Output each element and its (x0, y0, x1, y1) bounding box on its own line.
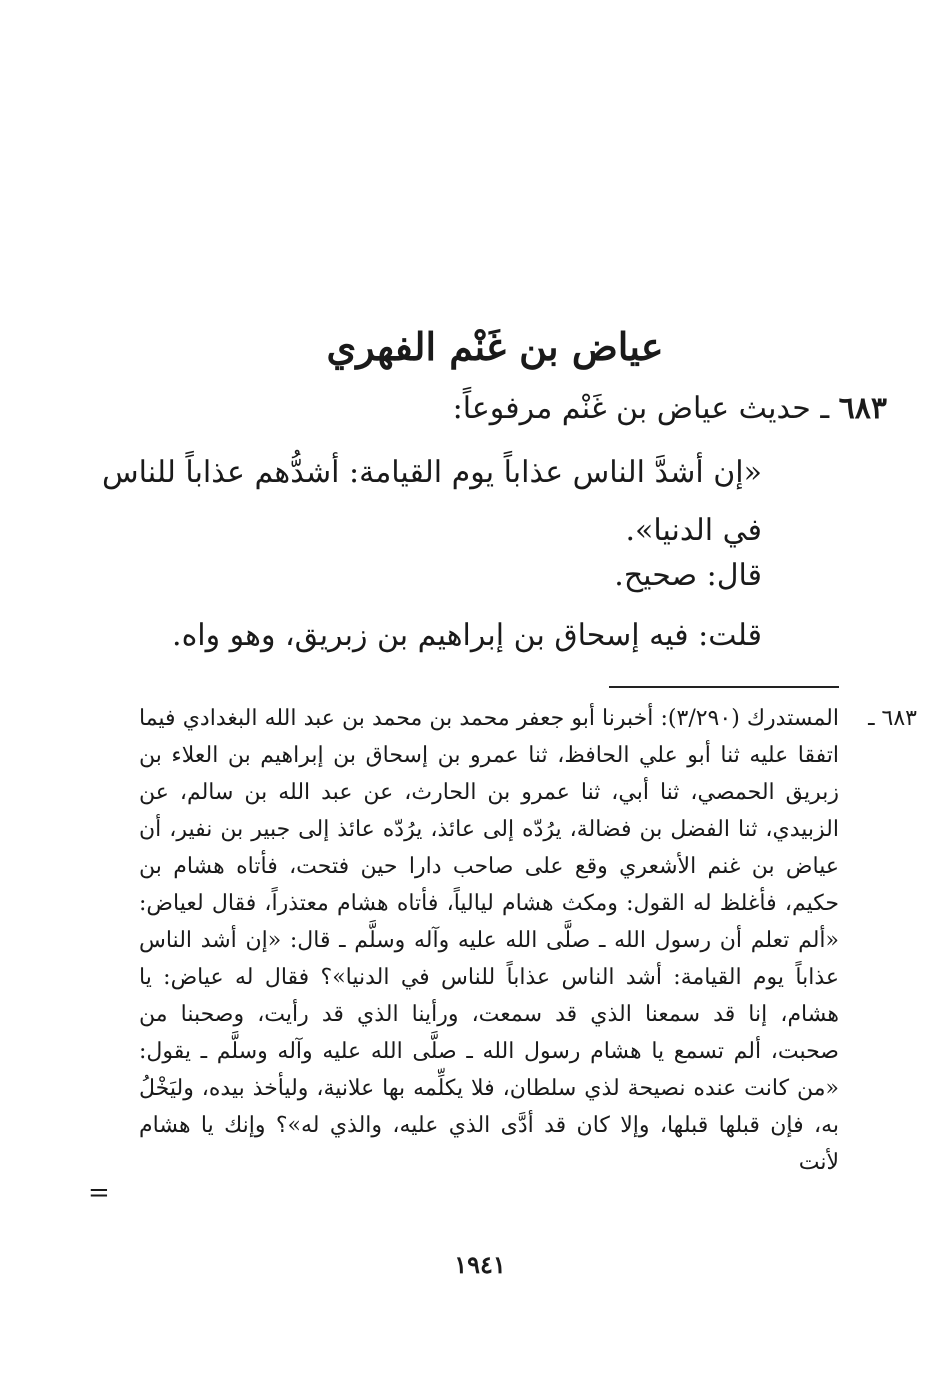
hadith-text: «إن أشدَّ الناس عذاباً يوم القيامة: أشدُّهم عذاباً للناس في الدنيا». (102, 455, 762, 548)
hadith-dash: ـ (810, 391, 839, 426)
hadith-comment: قلت: فيه إسحاق بن إبراهيم بن زبريق، وهو واه. (172, 618, 762, 653)
hadith-number: ٦٨٣ (838, 391, 887, 426)
footnote-number: ٦٨٣ ـ (868, 706, 917, 731)
footnote-divider (609, 686, 839, 688)
continuation-mark: = (88, 1178, 110, 1208)
page-number: ١٩٤١ (454, 1250, 506, 1279)
hadith-heading (453, 386, 887, 432)
footnote-text: المستدرك (٣/٢٩٠): أخبرنا أبو جعفر محمد بن محمد بن عبد الله البغدادي فيما اتفقا عليه ثنا أبو علي الحافظ، ثنا عمرو بن إسحاق بن إبراهيم بن العلاء بن زبريق الحمصي، ثنا أبي، ثنا عمرو بن الحارث، عن عبد الله بن سالم، عن الزبيدي، ثنا الفضل بن فضالة، يرُدّه إلى عائذ، يرُدّه عائذ إلى جبير بن نفير، أن عياض بن غنم الأشعري وقع على صاحب دارا حين فتحت، فأتاه هشام بن حكيم، فأغلظ له القول: ومكث هشام ليالياً، فأتاه هشام معتذراً، فقال لعياض: «ألم تعلم أن رسول الله ـ صلَّى الله عليه وآله وسلَّم ـ قال: «إن أشد الناس عذاباً يوم القيامة: أشد الناس عذاباً للناس في الدنيا»؟ فقال له عياض: يا هشام، إنا قد سمعنا الذي قد سمعت، ورأينا الذي قد رأيت، وصحبنا من صحبت، ألم تسمع يا هشام رسول الله ـ صلَّى الله عليه وآله وسلَّم ـ يقول: «من كانت عنده نصيحة لذي سلطان، فلا يكلِّمه بها علانية، وليأخذ بيده، وليَخْلُ به، فإن قبلها قبلها، وإلا كان قد أدَّى الذي عليه، والذي له»؟ وإنك يا هشام لأنت (139, 706, 839, 1175)
footnote (139, 700, 917, 1181)
chapter-title: عياض بن غَنْم الفهري (326, 324, 664, 369)
hadith-grading: قال: صحيح. (614, 558, 762, 593)
hadith-heading-text: حديث عياض بن غَنْم مرفوعاً: (452, 391, 811, 426)
